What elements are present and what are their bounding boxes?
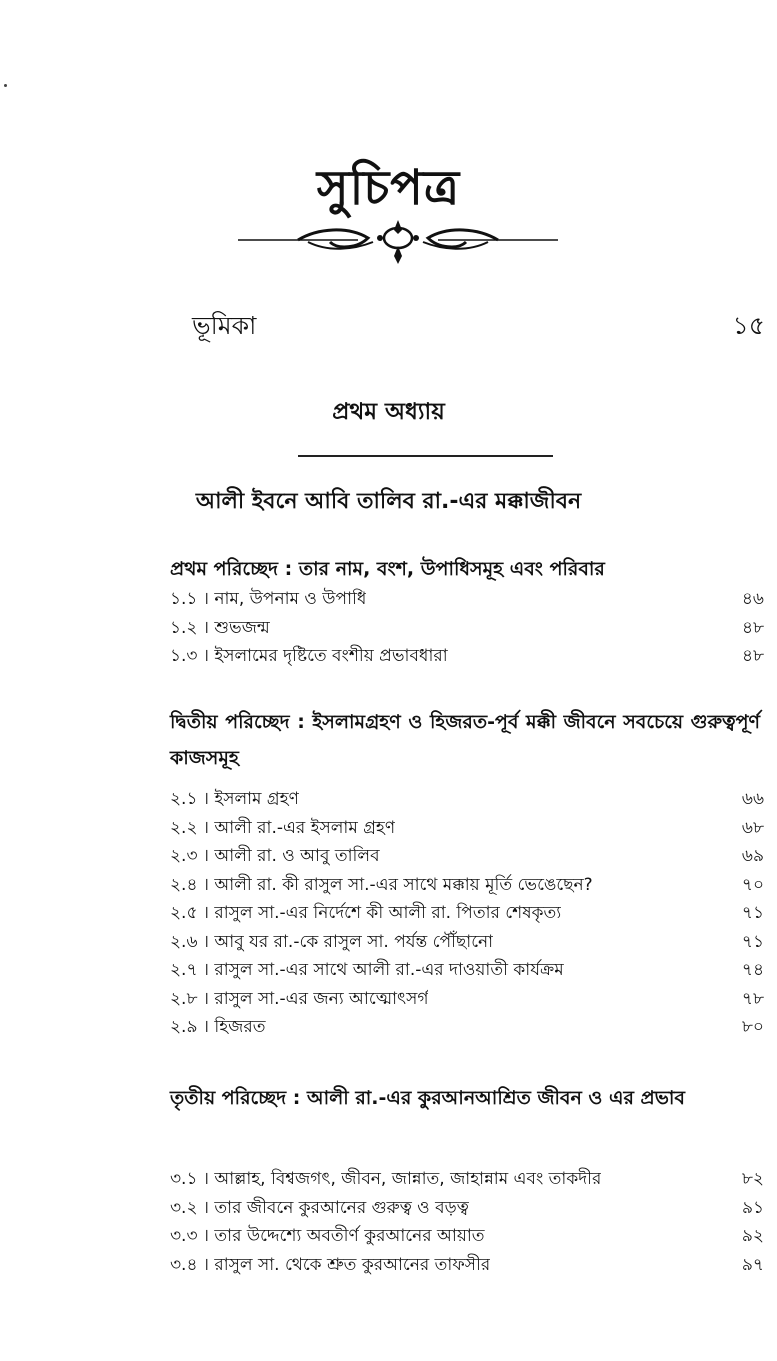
section-title: তৃতীয় পরিচ্ছেদ : আলী রা.-এর কুরআনআশ্রিত জীবন ও এর প্রভাব (170, 1087, 685, 1109)
toc-item[interactable]: ৩.৩ । তার উদ্দেশ্যে অবতীর্ণ কুরআনের আয়াত ৯২ (170, 1223, 764, 1252)
intro-label: ভূমিকা (192, 310, 257, 340)
toc-item[interactable]: ২.৫ । রাসুল সা.-এর নির্দেশে কী আলী রা. পিতার শেষকৃত্য ৭১ (170, 900, 764, 929)
toc-item-page: ৮২ (741, 1169, 764, 1190)
toc-item-page: ৯১ (741, 1197, 764, 1218)
toc-item-page: ৭৪ (741, 960, 764, 981)
toc-item-page: ৯৭ (741, 1254, 764, 1275)
toc-item-text: আল্লাহ, বিশ্বজগৎ, জীবন, জান্নাত, জাহান্নাম এবং তাকদীর (214, 1169, 602, 1190)
toc-list (170, 786, 764, 1043)
toc-item-text: রাসুল সা.-এর নির্দেশে কী আলী রা. পিতার শেষকৃত্য (214, 903, 562, 924)
toc-item-number: ২.৫ (170, 903, 198, 924)
toc-list (170, 586, 764, 672)
chapter-divider (298, 455, 553, 457)
toc-item[interactable]: ২.১ । ইসলাম গ্রহণ ৬৬ (170, 786, 764, 815)
toc-item-text: রাসুল সা.-এর জন্য আত্মোৎসর্গ (214, 988, 429, 1009)
toc-item-number: ২.৯ (170, 1017, 198, 1038)
toc-item-number: ৩.২ (170, 1197, 198, 1218)
toc-item[interactable]: ৩.২ । তার জীবনে কুরআনের গুরুত্ব ও বড়ত্ব ৯১ (170, 1195, 764, 1224)
toc-item-page: ৯২ (741, 1226, 764, 1247)
toc-item-page: ৭১ (741, 931, 764, 952)
toc-item[interactable]: ৩.৪ । রাসুল সা. থেকে শ্রুত কুরআনের তাফসীর ৯৭ (170, 1252, 764, 1281)
toc-item-number: ২.২ (170, 817, 198, 838)
intro-page: ১৫ (732, 310, 765, 340)
toc-item-page: ৭১ (741, 903, 764, 924)
toc-item-page: ৪৬ (741, 589, 764, 610)
toc-item-number: ২.৬ (170, 931, 198, 952)
toc-item-number: ২.৪ (170, 874, 198, 895)
toc-item-page: ৭০ (741, 874, 764, 895)
toc-item[interactable]: ১.৩ । ইসলামের দৃষ্টিতে বংশীয় প্রভাবধারা ৪৮ (170, 643, 764, 672)
toc-item-number: ১.২ (170, 617, 198, 638)
toc-item-text: আবু যর রা.-কে রাসুল সা. পর্যন্ত পৌঁছানো (214, 931, 494, 952)
toc-item-number: ৩.৪ (170, 1254, 198, 1275)
flourish-divider-icon (238, 218, 558, 268)
toc-item-number: ২.১ (170, 789, 198, 810)
toc-item-text: ইসলাম গ্রহণ (214, 789, 299, 810)
toc-item[interactable]: ১.২ । শুভজন্ম ৪৮ (170, 615, 764, 644)
toc-list (170, 1166, 764, 1280)
chapter-heading: প্রথম অধ্যায় (332, 399, 445, 425)
toc-item[interactable]: ২.৪ । আলী রা. কী রাসুল সা.-এর সাথে মক্কায় মূর্তি ভেঙেছেন? ৭০ (170, 872, 764, 901)
toc-item[interactable]: ৩.১ । আল্লাহ, বিশ্বজগৎ, জীবন, জান্নাত, জাহান্নাম এবং তাকদীর ৮২ (170, 1166, 764, 1195)
toc-item-page: ৮০ (741, 1017, 764, 1038)
chapter-subtitle: আলী ইবনে আবি তালিব রা.-এর মক্কাজীবন (195, 489, 582, 514)
toc-item-text: নাম, উপনাম ও উপাধি (214, 589, 367, 610)
section-title: দ্বিতীয় পরিচ্ছেদ : ইসলামগ্রহণ ও হিজরত-পূর্ব মক্কী জীবনে সবচেয়ে গুরুত্বপূর্ণ কাজসমূহ (170, 711, 760, 769)
toc-item-page: ৬৮ (741, 817, 764, 838)
toc-item-number: ১.৩ (170, 646, 198, 667)
toc-item-page: ৪৮ (741, 617, 764, 638)
toc-item-number: ১.১ (170, 589, 198, 610)
stray-dot (4, 84, 7, 87)
section-title: প্রথম পরিচ্ছেদ : তার নাম, বংশ, উপাধিসমূহ এবং পরিবার (170, 558, 605, 580)
toc-item-text: রাসুল সা. থেকে শ্রুত কুরআনের তাফসীর (214, 1254, 491, 1275)
toc-item-number: ২.৩ (170, 846, 198, 867)
toc-item-page: ৬৬ (741, 789, 764, 810)
toc-item-text: ইসলামের দৃষ্টিতে বংশীয় প্রভাবধারা (214, 646, 448, 667)
page-title: সুচিপত্র (316, 160, 461, 216)
toc-item[interactable]: ২.৭ । রাসুল সা.-এর সাথে আলী রা.-এর দাওয়াতী কার্যক্রম ৭৪ (170, 957, 764, 986)
toc-item-page: ৬৯ (741, 846, 764, 867)
toc-item-text: আলী রা. কী রাসুল সা.-এর সাথে মক্কায় মূর্তি ভেঙেছেন? (214, 874, 593, 895)
toc-item-text: তার উদ্দেশ্যে অবতীর্ণ কুরআনের আয়াত (214, 1226, 485, 1247)
toc-item-text: রাসুল সা.-এর সাথে আলী রা.-এর দাওয়াতী কার্যক্রম (214, 960, 564, 981)
toc-item-page: ৭৮ (741, 988, 764, 1009)
toc-item-text: আলী রা.-এর ইসলাম গ্রহণ (214, 817, 396, 838)
toc-item[interactable]: ২.৩ । আলী রা. ও আবু তালিব ৬৯ (170, 843, 764, 872)
toc-item-text: শুভজন্ম (214, 617, 270, 638)
toc-item-number: ৩.৩ (170, 1226, 198, 1247)
toc-item-number: ৩.১ (170, 1169, 198, 1190)
toc-item[interactable]: ২.২ । আলী রা.-এর ইসলাম গ্রহণ ৬৮ (170, 815, 764, 844)
toc-item-number: ২.৮ (170, 988, 198, 1009)
toc-item-number: ২.৭ (170, 960, 198, 981)
toc-intro-row[interactable] (192, 310, 765, 344)
toc-item[interactable]: ২.৮ । রাসুল সা.-এর জন্য আত্মোৎসর্গ ৭৮ (170, 986, 764, 1015)
toc-item-text: হিজরত (214, 1017, 266, 1038)
toc-item-text: আলী রা. ও আবু তালিব (214, 846, 380, 867)
toc-item[interactable]: ২.৬ । আবু যর রা.-কে রাসুল সা. পর্যন্ত পৌঁছানো ৭১ (170, 929, 764, 958)
toc-item[interactable]: ২.৯ । হিজরত ৮০ (170, 1014, 764, 1043)
toc-item-page: ৪৮ (741, 646, 764, 667)
toc-item[interactable]: ১.১ । নাম, উপনাম ও উপাধি ৪৬ (170, 586, 764, 615)
toc-item-text: তার জীবনে কুরআনের গুরুত্ব ও বড়ত্ব (214, 1197, 469, 1218)
